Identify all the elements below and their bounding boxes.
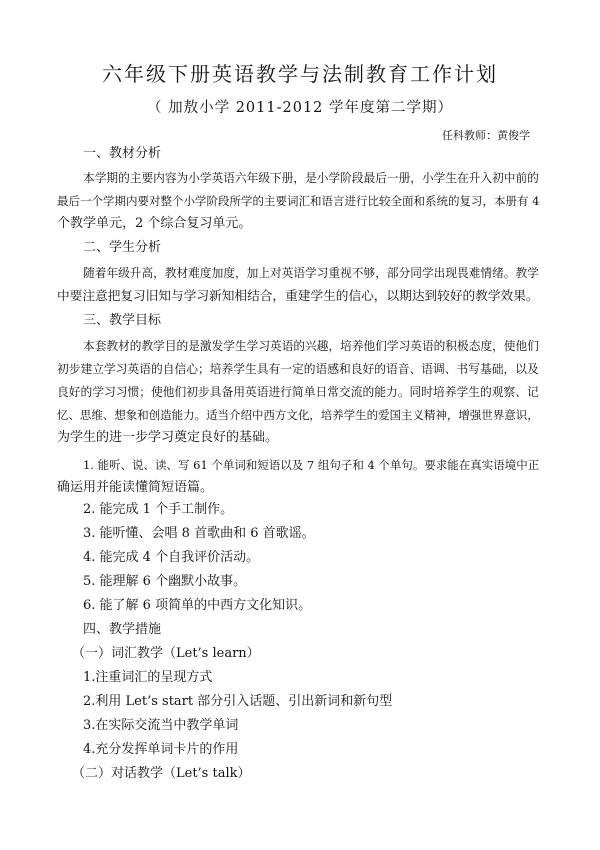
text-line: 良好的学习习惯；使他们初步具备用英语进行简单日常交流的能力。同时培养学生的观察、记 xyxy=(57,385,539,399)
goal-item-3: 3. 能听懂、会唱 8 首歌曲和 6 首歌谣。 xyxy=(83,526,315,541)
section-heading-measures: 四、教学措施 xyxy=(83,622,162,637)
section-heading-materials: 一、教材分析 xyxy=(83,146,162,161)
subsection-dialogue: （二）对话教学（Let’s talk） xyxy=(72,766,251,781)
text-line: 本学期的主要内容为小学英语六年级下册，是小学阶段最后一册，小学生在升入初中前的 xyxy=(83,171,539,185)
measure-item-1: 1.注重词汇的呈现方式 xyxy=(83,670,213,685)
measure-item-2: 2.利用 Let’s start 部分引入话题、引出新词和新句型 xyxy=(83,694,393,709)
text-line: 最后一个学期内要对整个小学阶段所学的主要词汇和语言进行比较全面和系统的复习，本册有 4 xyxy=(57,194,540,208)
goal-item-5: 5. 能理解 6 个幽默小故事。 xyxy=(83,574,247,589)
text-line: 为学生的进一步学习奠定良好的基础。 xyxy=(57,430,279,445)
goal-item-6: 6. 能了解 6 项简单的中西方文化知识。 xyxy=(83,598,312,613)
goal-item-2: 2. 能完成 1 个手工制作。 xyxy=(83,502,234,517)
subsection-vocabulary: （一）词汇教学（Let’s learn） xyxy=(72,646,260,661)
text-line: 随着年级升高，教材难度加度，加上对英语学习重视不够，部分同学出现畏难情绪。教学 xyxy=(83,266,539,280)
measure-item-3: 3.在实际交流当中教学单词 xyxy=(83,718,239,733)
text-line: 忆、思维、想象和创造能力。适当介绍中西方文化，培养学生的爱国主义精神，增强世界意识， xyxy=(57,408,539,422)
document-subtitle: （ 加敖小学 2011-2012 学年度第二学期） xyxy=(146,100,454,116)
section-heading-goals: 三、教学目标 xyxy=(83,313,162,328)
text-line: 1. 能听、说、读、写 61 个单词和短语以及 7 组句子和 4 个单句。要求能在真实语境中正 xyxy=(83,458,540,472)
goal-item-4: 4. 能完成 4 个自我评价活动。 xyxy=(83,550,260,565)
text-line: 中要注意把复习旧知与学习新知相结合，重建学生的信心，以期达到较好的教学效果。 xyxy=(57,288,539,303)
text-line: 本套教材的教学目的是激发学生学习英语的兴趣，培养他们学习英语的积极态度，使他们 xyxy=(83,339,539,353)
document-title: 六年级下册英语教学与法制教育工作计划 xyxy=(102,62,498,86)
text-line: 确运用并能读懂简短语篇。 xyxy=(57,480,214,495)
text-line: 初步建立学习英语的自信心；培养学生具有一定的语感和良好的语音、语调、书写基础，以及 xyxy=(57,362,539,376)
text-line: 个教学单元，2 个综合复习单元。 xyxy=(57,216,252,231)
measure-item-4: 4.充分发挥单词卡片的作用 xyxy=(83,742,239,757)
section-heading-students: 二、学生分析 xyxy=(83,240,162,255)
teacher-line: 任科教师：黄俊学 xyxy=(442,129,530,142)
